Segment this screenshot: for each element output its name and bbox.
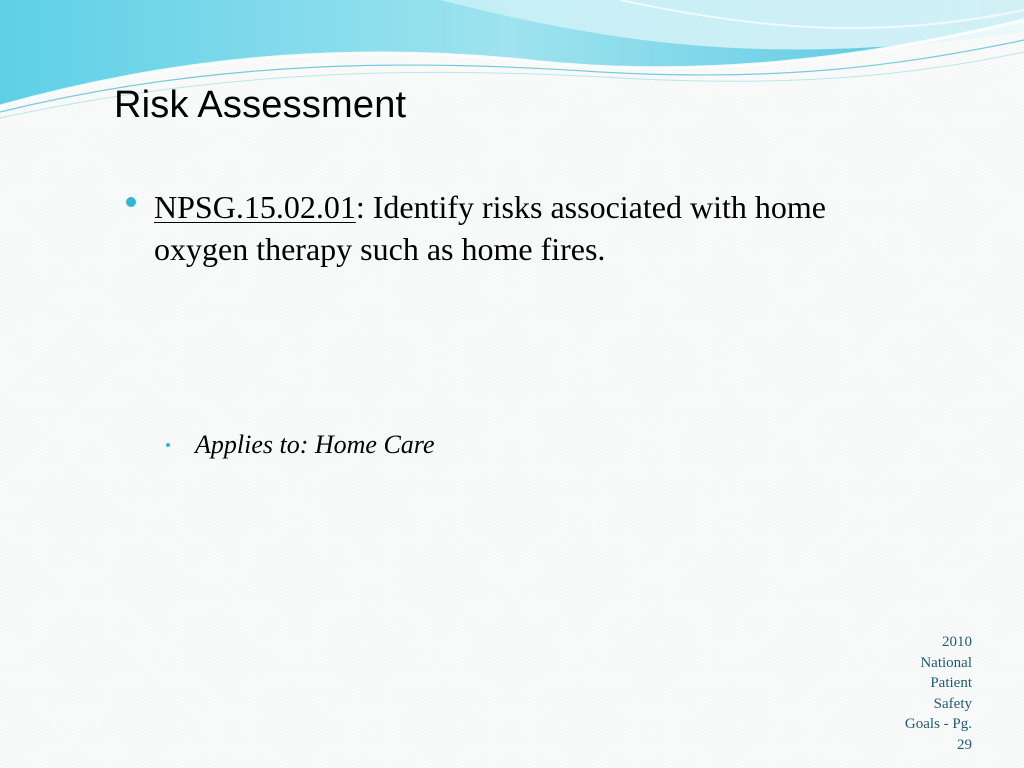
main-bullet-text: [154, 186, 924, 270]
bullet-dot-icon: [126, 197, 136, 207]
footer-reference: [832, 632, 972, 755]
npsg-code-link[interactable]: NPSG.15.02.01: [154, 189, 356, 225]
footer-line: Goals - Pg.: [904, 716, 972, 732]
footer-line: National: [920, 654, 972, 671]
main-bullet-description: : Identify risks associated with home oxygen therapy such as home fires.: [154, 189, 826, 267]
sub-bullet-dot-icon: [166, 443, 170, 447]
sub-bullet-text: Applies to: Home Care: [195, 430, 435, 459]
footer-line: 29: [957, 736, 972, 753]
footer-line: Patient: [930, 675, 972, 691]
footer-line: Safety: [933, 695, 972, 712]
sub-bullet: [166, 428, 435, 462]
footer-line: 2010: [942, 634, 972, 650]
main-bullet: [124, 186, 924, 270]
slide-title: Risk Assessment: [114, 84, 407, 126]
